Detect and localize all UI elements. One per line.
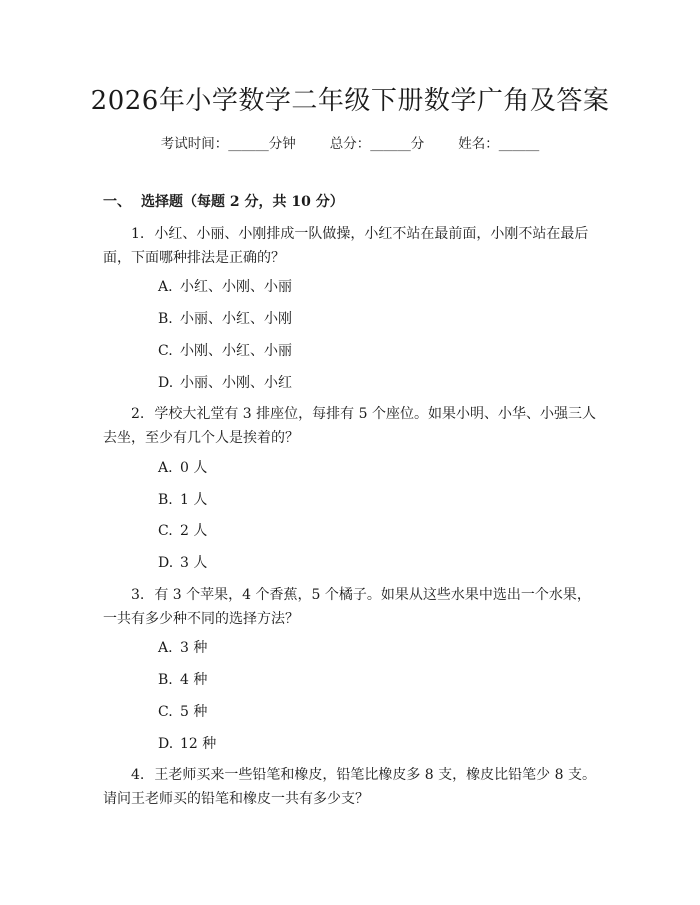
question-1 [103,222,600,270]
option-2b: B. 1 人 [158,492,208,508]
question-text: 学校大礼堂有 3 排座位，每排有 5 个座位。如果小明、小华、小强三人去坐，至少有几个人是挨着的？ [103,406,596,446]
option-1c: C. 小刚、小红、小丽 [158,343,292,359]
exam-meta [0,132,700,152]
option-2a: A. 0 人 [158,460,208,476]
option-3d: D. 12 种 [158,736,217,752]
question-text: 王老师买来一些铅笔和橡皮，铅笔比橡皮多 8 支，橡皮比铅笔少 8 支。请问王老师买的铅笔和橡皮一共有多少支？ [103,767,596,807]
page-title: 2026年小学数学二年级下册数学广角及答案 [90,86,610,116]
question-number: 3. [131,587,145,603]
question-3 [103,583,600,631]
question-number: 4. [131,767,145,783]
option-1d: D. 小丽、小刚、小红 [158,375,292,391]
question-text: 有 3 个苹果，4 个香蕉，5 个橘子。如果从这些水果中选出一个水果，一共有多少种不同的选择方法？ [103,587,591,627]
section-title: 选择题（每题 2 分，共 10 分） [141,194,344,210]
question-number: 2. [131,406,145,422]
question-4 [103,763,600,811]
section-number: 一、 [103,194,131,210]
option-1b: B. 小丽、小红、小刚 [158,311,292,327]
exam-time-field: 考试时间：______分钟 [160,136,296,152]
question-2 [103,402,600,450]
option-3b: B. 4 种 [158,672,208,688]
section-heading [103,191,344,211]
option-3a: A. 3 种 [158,640,208,656]
option-2c: C. 2 人 [158,523,208,539]
total-score-field: 总分：______分 [329,136,425,152]
student-name-field: 姓名：______ [458,136,540,152]
option-2d: D. 3 人 [158,555,208,571]
option-3c: C. 5 种 [158,704,208,720]
question-text: 小红、小丽、小刚排成一队做操，小红不站在最前面，小刚不站在最后面，下面哪种排法是正确的？ [103,226,589,266]
question-number: 1. [131,226,145,242]
option-1a: A. 小红、小刚、小丽 [158,279,292,295]
